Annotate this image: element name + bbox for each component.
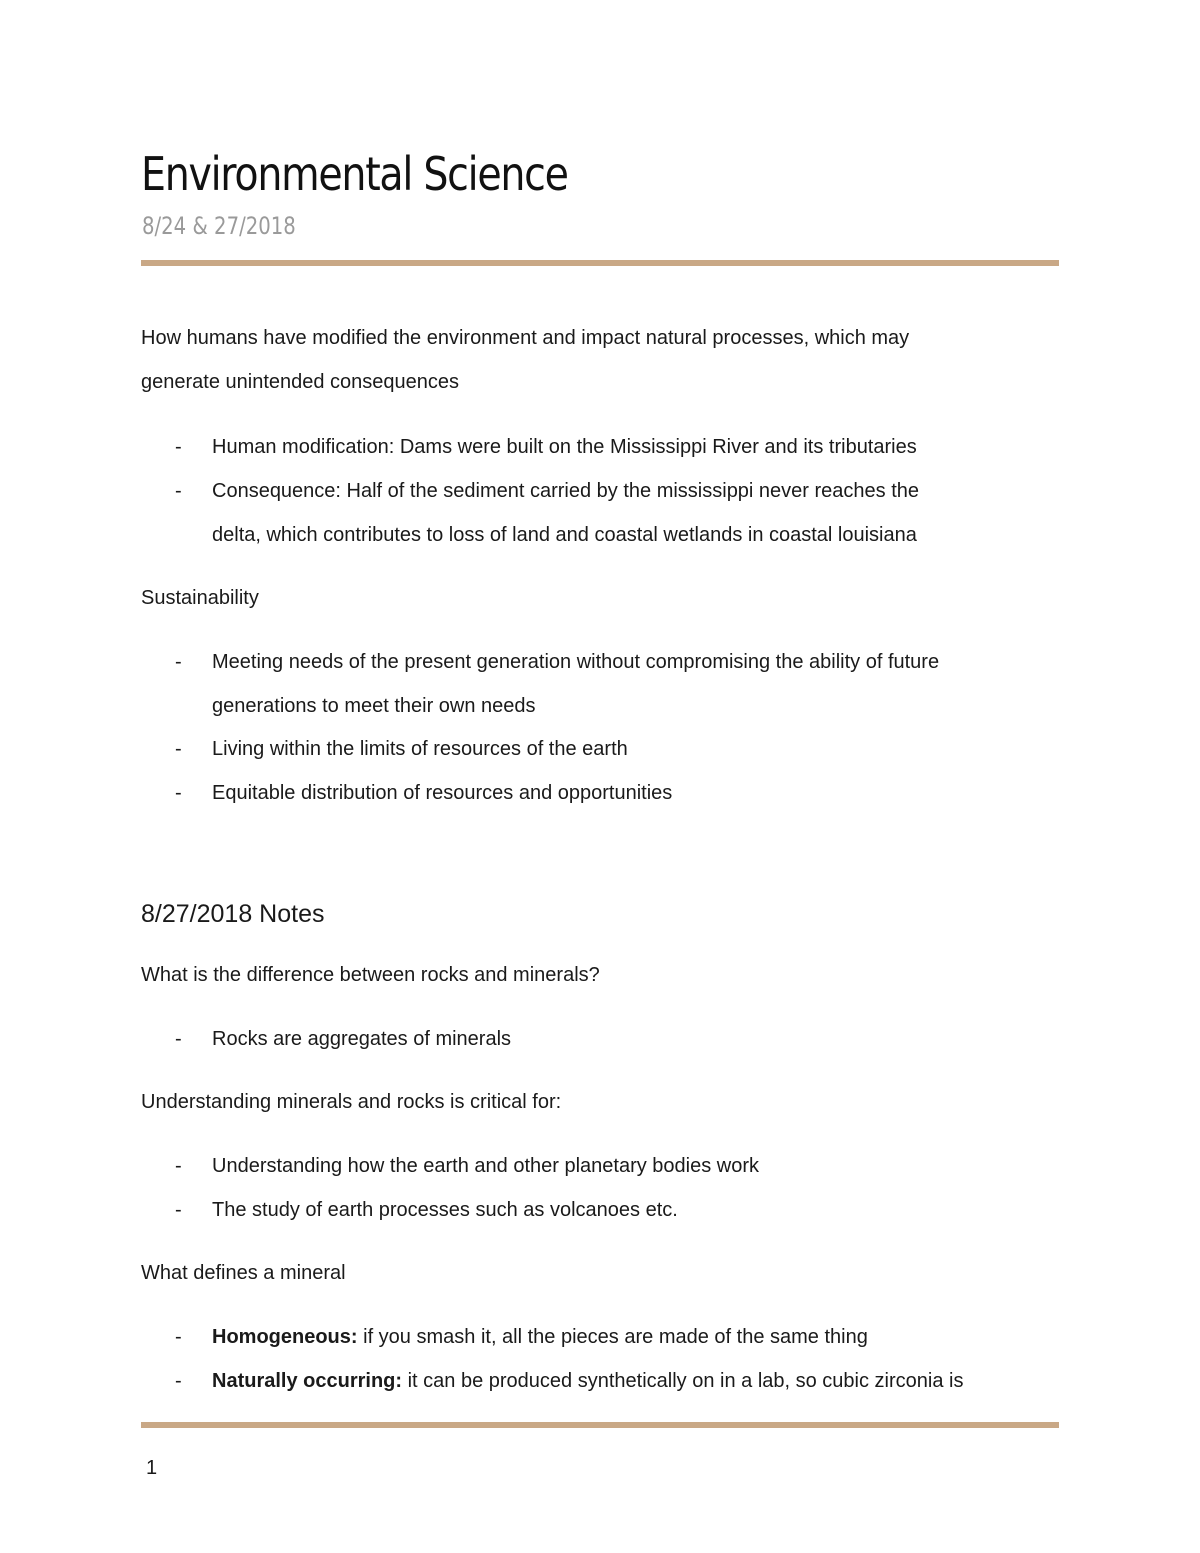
list-item-text: Living within the limits of resources of the earth — [212, 738, 628, 760]
bullet-dash: - — [175, 1155, 182, 1177]
sustainability-heading: Sustainability — [141, 587, 259, 609]
top-divider — [141, 260, 1059, 266]
list-item-text — [212, 1359, 1072, 1403]
list-item-text: Rocks are aggregates of minerals — [212, 1028, 512, 1050]
definition-homogeneous: if you smash it, all the pieces are made of the same thing — [357, 1326, 868, 1348]
bullet-dash: - — [175, 1326, 182, 1348]
mineral-heading: What defines a mineral — [141, 1262, 346, 1284]
bullet-dash: - — [175, 1370, 182, 1392]
bullet-dash: - — [175, 782, 182, 804]
bullet-dash: - — [175, 651, 182, 673]
intro-line-1: How humans have modified the environment and impact natural processes, which may — [141, 327, 910, 349]
list-item-text: Human modification: Dams were built on the Mississippi River and its tributaries — [212, 436, 917, 458]
bottom-divider — [141, 1422, 1059, 1428]
list-item-text: generations to meet their own needs — [212, 695, 536, 717]
bullet-dash: - — [175, 480, 182, 502]
list-item-text: Understanding how the earth and other planetary bodies work — [212, 1155, 760, 1177]
list-item-text: Equitable distribution of resources and opportunities — [212, 782, 673, 804]
bullet-dash: - — [175, 1028, 182, 1050]
bullet-dash: - — [175, 436, 182, 458]
list-item-text — [212, 1315, 1072, 1359]
list-item-text: Meeting needs of the present generation without compromising the ability of future — [212, 651, 940, 673]
term-homogeneous: Homogeneous: — [212, 1326, 358, 1348]
definition-naturally-occurring: it can be produced synthetically on in a lab, so cubic zirconia is — [402, 1370, 964, 1392]
rocks-question: What is the difference between rocks and minerals? — [141, 964, 600, 986]
page-number: 1 — [146, 1457, 158, 1479]
bullet-dash: - — [175, 738, 182, 760]
bullet-dash: - — [175, 1199, 182, 1221]
term-naturally-occurring: Naturally occurring: — [212, 1370, 403, 1392]
document-title: Environmental Science — [141, 147, 568, 201]
list-item-text: Consequence: Half of the sediment carried by the mississippi never reaches the — [212, 480, 920, 502]
list-item-text: delta, which contributes to loss of land and coastal wetlands in coastal louisiana — [212, 524, 917, 546]
intro-line-2: generate unintended consequences — [141, 371, 460, 393]
understanding-heading: Understanding minerals and rocks is critical for: — [141, 1091, 562, 1113]
notes-heading: 8/27/2018 Notes — [141, 900, 325, 928]
document-date: 8/24 & 27/2018 — [142, 212, 296, 240]
list-item-text: The study of earth processes such as volcanoes etc. — [212, 1199, 678, 1221]
